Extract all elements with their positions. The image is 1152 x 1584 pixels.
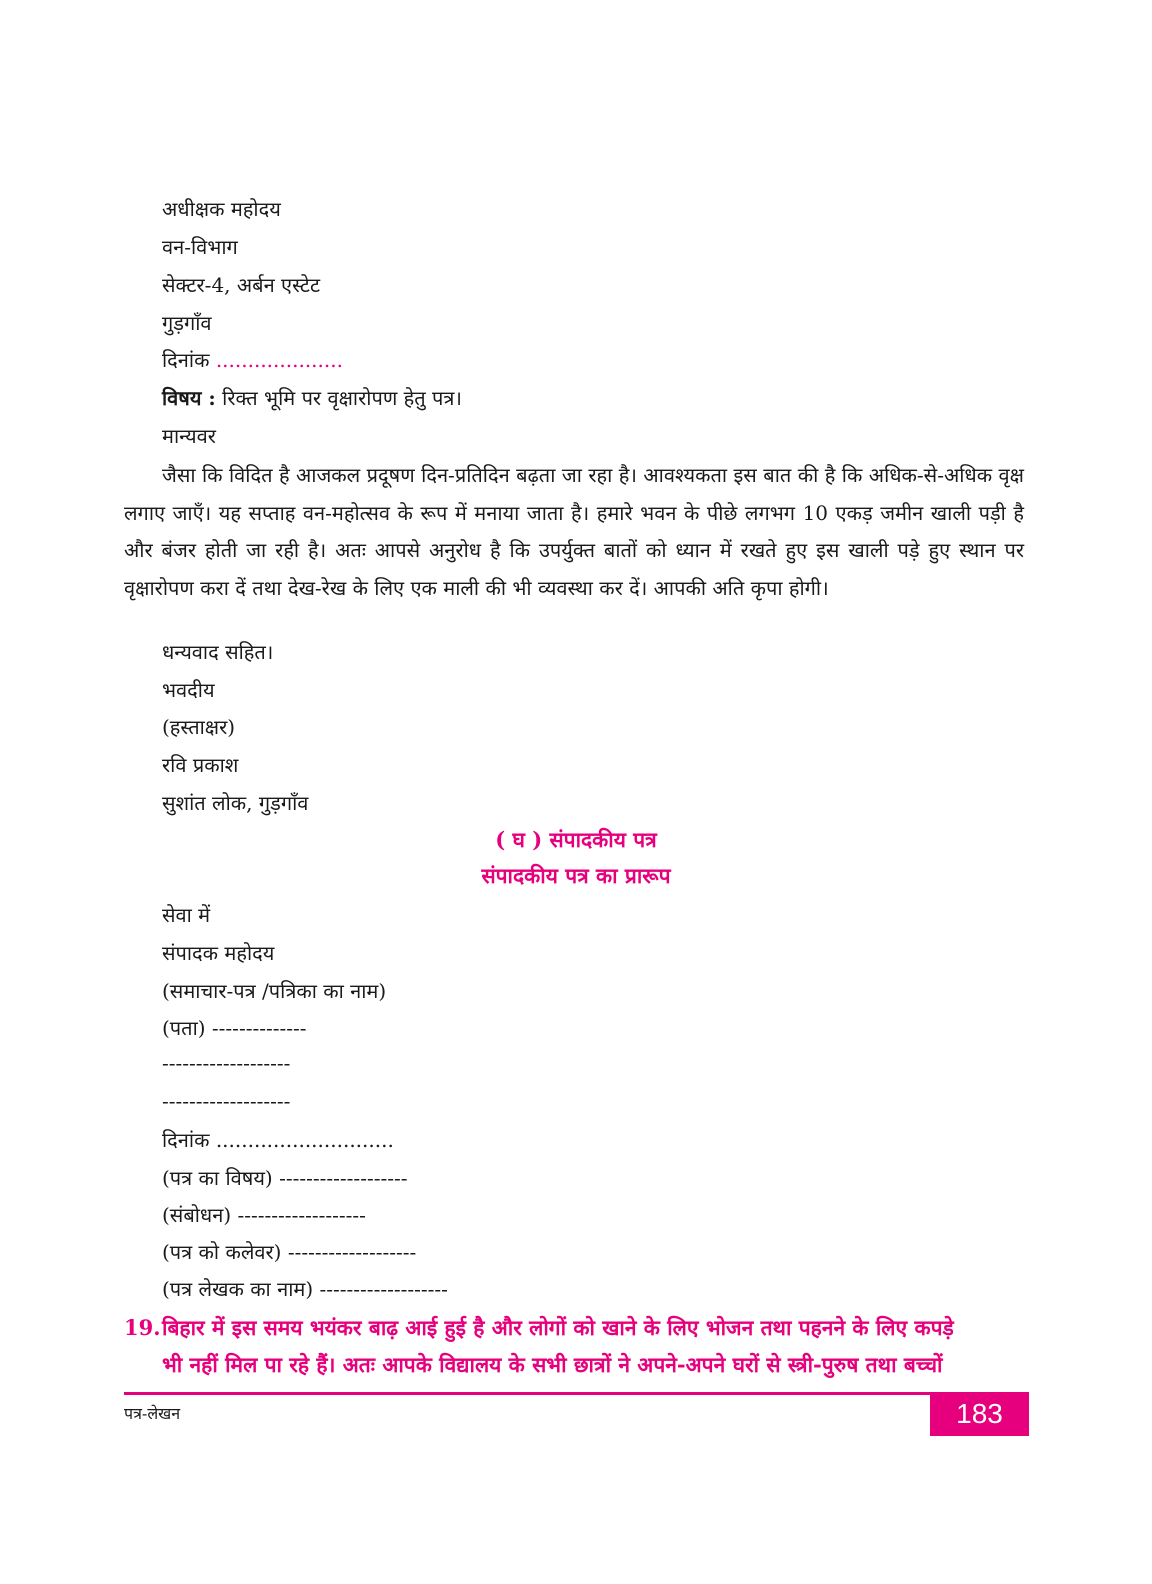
format-line: सेवा में (162, 903, 211, 927)
closing-line: भवदीय (162, 678, 215, 702)
format-field-label: (पत्र का विषय) (162, 1166, 273, 1190)
format-field-dash: ------------------- (237, 1203, 366, 1227)
format-date-label: दिनांक (162, 1128, 210, 1152)
letter-body: जैसा कि विदित है आजकल प्रदूषण दिन-प्रतिदिन बढ़ता जा रहा है। आवश्यकता इस बात की है कि अधिक-से-अधिक वृक्ष लगाए जाएँ। यह सप्ताह वन-महोत्सव के रूप में मनाया जाता है। हमारे भवन के पीछे लगभग 10 एकड़ जमीन खाली पड़ी है और बंजर होती जा रही है। अतः आपसे अनुरोध है कि उपर्युक्त बातों को ध्यान में रखते हुए इस खाली पड़े हुए स्थान पर वृक्षारोपण करा दें तथा देख-रेख के लिए एक माली की भी व्यवस्था कर दें। आपकी अति कृपा होगी। (124, 463, 1024, 600)
closing-line: (हस्ताक्षर) (162, 715, 236, 739)
question-line-1 (124, 1309, 1029, 1346)
format-field (162, 1164, 408, 1192)
date-label: दिनांक (162, 348, 210, 372)
sender-name: रवि प्रकाश (162, 753, 239, 777)
format-date (162, 1126, 394, 1154)
sender-address: सुशांत लोक, गुड़गाँव (162, 791, 309, 815)
footer-label: पत्र-लेखन (124, 1404, 181, 1423)
address-line: वन-विभाग (162, 235, 238, 259)
question-text-2: भी नहीं मिल पा रहे हैं। अतः आपके विद्यालय के सभी छात्रों ने अपने-अपने घरों से स्त्री-पुरुष तथा बच्चों (162, 1352, 943, 1377)
format-field-dash: ------------------- (287, 1240, 417, 1264)
format-field-dash: ------------------- (279, 1166, 408, 1190)
format-field (162, 1201, 366, 1229)
format-line: संपादक महोदय (162, 941, 275, 965)
address-line: गुड़गाँव (162, 311, 212, 335)
address-line: सेक्टर-4, अर्बन एस्टेट (162, 273, 321, 297)
question-text-1: बिहार में इस समय भयंकर बाढ़ आई हुई है और लोगों को खाने के लिए भोजन तथा पहनने के लिए कपड़े (162, 1315, 954, 1340)
question-number: 19. (124, 1315, 161, 1340)
subject-line (162, 384, 462, 412)
question-19 (124, 1309, 1029, 1383)
address-line: अधीक्षक महोदय (162, 197, 281, 221)
dash-line: ------------------- (162, 1089, 291, 1113)
subject-text: रिक्त भूमि पर वृक्षारोपण हेतु पत्र। (222, 386, 462, 410)
date-blank: .................... (215, 348, 343, 372)
page-number: 183 (930, 1392, 1029, 1436)
format-field (162, 1238, 416, 1266)
salutation: मान्यवर (162, 424, 216, 448)
closing-line: धन्यवाद सहित। (162, 640, 274, 664)
dash-line: ------------------- (162, 1051, 291, 1075)
address-field-dash: -------------- (211, 1016, 307, 1040)
address-field (162, 1014, 307, 1042)
format-field-label: (संबोधन) (162, 1203, 232, 1227)
format-date-dots: ............................ (215, 1128, 394, 1152)
format-field-dash: ------------------- (319, 1277, 448, 1301)
section-heading: ( घ ) संपादकीय पत्र (495, 827, 657, 852)
format-field-label: (पत्र लेखक का नाम) (162, 1277, 314, 1301)
format-line: (समाचार-पत्र /पत्रिका का नाम) (162, 979, 387, 1003)
footer-rule (124, 1392, 1029, 1395)
section-subheading: संपादकीय पत्र का प्रारूप (481, 863, 671, 888)
format-field-label: (पत्र को कलेवर) (162, 1240, 282, 1264)
subject-label: विषय : (162, 386, 216, 410)
format-field (162, 1275, 448, 1303)
address-field-label: (पता) (162, 1016, 206, 1040)
date-line (162, 346, 343, 374)
